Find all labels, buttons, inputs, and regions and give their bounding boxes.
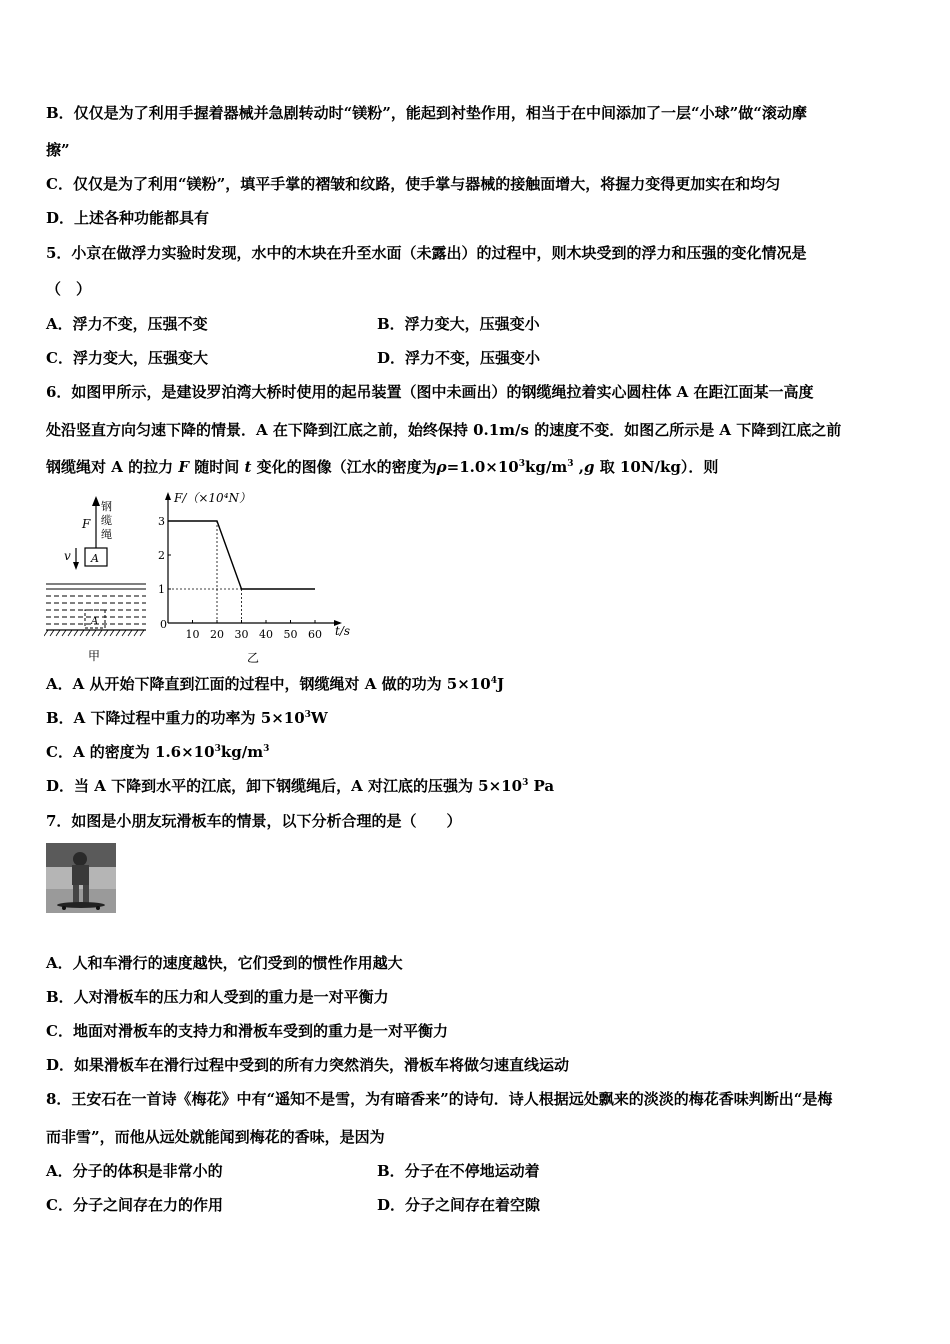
velocity-arrow-head bbox=[73, 562, 79, 570]
x-tick-label-30: 30 bbox=[234, 628, 249, 641]
q8-stem-cont: 而非雪”，而他从远处就能闻到梅花的香味，是因为 bbox=[46, 1128, 385, 1146]
velocity-label: v bbox=[64, 549, 71, 563]
q8-option-c: C．分子之间存在力的作用 bbox=[46, 1196, 223, 1214]
river-bed-hatch bbox=[44, 630, 144, 636]
q5-option-c: C．浮力变大，压强变大 bbox=[46, 349, 208, 367]
q8-option-d: D．分子之间存在着空隙 bbox=[377, 1196, 541, 1214]
x-tick-label-20: 20 bbox=[210, 628, 224, 641]
q5-stem: 5．小京在做浮力实验时发现，水中的木块在升至水面（未露出）的过程中，则木块受到的浮力和压强的变化情况是 bbox=[46, 244, 807, 262]
q6-stem: 6．如图甲所示，是建设罗泊湾大桥时使用的起吊装置（图中未画出）的钢缆绳拉着实心圆柱体 A 在距江面某一高度 bbox=[46, 383, 814, 401]
q7-stem: 7．如图是小朋友玩滑板车的情景，以下分析合理的是（ ） bbox=[46, 812, 462, 830]
y-tick-label-1: 1 bbox=[158, 583, 165, 596]
force-arrow-head bbox=[92, 496, 100, 506]
q7-option-b: B．人对滑板车的压力和人受到的重力是一对平衡力 bbox=[46, 988, 389, 1006]
q4-option-b-cont: 擦” bbox=[46, 141, 70, 159]
q6-figure bbox=[44, 490, 374, 670]
q6-option-d: D．当 A 下降到水平的江底，卸下钢缆绳后，A 对江底的压强为 $5\times 10^3$ Pa bbox=[46, 777, 555, 795]
skateboard-photo bbox=[46, 843, 116, 913]
x-tick-label-40: 40 bbox=[259, 628, 273, 641]
q5-option-b: B．浮力变大，压强变小 bbox=[377, 315, 540, 333]
series-line-F bbox=[168, 521, 315, 589]
q6-stem-cont: 处沿竖直方向匀速下降的情景．A 在下降到江底之前，始终保持 0.1m/s 的速度不变．如图乙所示是 A 下降到江底之前 bbox=[46, 421, 842, 439]
rope-label-3: 绳 bbox=[101, 528, 112, 541]
x-tick-label-60: 60 bbox=[308, 628, 322, 641]
caption-yi: 乙 bbox=[247, 651, 260, 665]
caption-jia: 甲 bbox=[88, 649, 101, 663]
q8-stem: 8．王安石在一首诗《梅花》中有“遥知不是雪，为有暗香来”的诗句．诗人根据远处飘来的淡淡的梅花香味判断出“是梅 bbox=[46, 1090, 833, 1108]
q4-option-d: D．上述各种功能都具有 bbox=[46, 209, 210, 227]
rope-label-1: 钢 bbox=[101, 500, 112, 513]
q7-option-c: C．地面对滑板车的支持力和滑板车受到的重力是一对平衡力 bbox=[46, 1022, 448, 1040]
figure-jia bbox=[44, 496, 146, 663]
q8-option-b: B．分子在不停地运动着 bbox=[377, 1162, 540, 1180]
q6-option-a: A．A 从开始下降直到江面的过程中，钢缆绳对 A 做的功为 $5\times 10^4J$ bbox=[46, 675, 505, 693]
figure-yi bbox=[158, 491, 350, 665]
q8-option-a: A．分子的体积是非常小的 bbox=[46, 1162, 223, 1180]
q4-option-b: B．仅仅是为了利用手握着器械并急剧转动时“镁粉”，能起到衬垫作用，相当于在中间添加了一层“小球”做“滚动摩 bbox=[46, 104, 807, 122]
q5-option-d: D．浮力不变，压强变小 bbox=[377, 349, 541, 367]
y-axis-arrow bbox=[165, 492, 171, 500]
q6-option-b: B．A 下降过程中重力的功率为 $5\times 10^3W$ bbox=[46, 709, 328, 727]
x-tick-label-50: 50 bbox=[283, 628, 298, 641]
block-label-lower: A bbox=[91, 616, 99, 627]
y-tick-label-3: 3 bbox=[158, 515, 165, 528]
q6-stem-cont2: 钢缆绳对 A 的拉力 F 随时间 t 变化的图像（江水的密度为$\rho=1.0\times 10^3kg/m^3$ ,g 取 10N/kg）．则 bbox=[46, 458, 719, 476]
force-label: F bbox=[82, 517, 91, 531]
q5-option-a: A．浮力不变，压强不变 bbox=[46, 315, 208, 333]
q5-stem-cont: （ ） bbox=[46, 280, 92, 298]
x-axis-label: t/s bbox=[335, 624, 351, 638]
rope-label-2: 缆 bbox=[101, 514, 112, 527]
q4-option-c: C．仅仅是为了利用“镁粉”，填平手掌的褶皱和纹路，使手掌与器械的接触面增大，将握力变得更加实在和均匀 bbox=[46, 175, 781, 193]
y-axis-label: F/（×10⁴N） bbox=[174, 491, 252, 505]
q7-option-d: D．如果滑板车在滑行过程中受到的所有力突然消失，滑板车将做匀速直线运动 bbox=[46, 1056, 570, 1074]
q7-option-a: A．人和车滑行的速度越快，它们受到的惯性作用越大 bbox=[46, 954, 403, 972]
y-ticks bbox=[158, 515, 171, 596]
guides bbox=[168, 521, 242, 623]
q6-option-c: C．A 的密度为 $1.6\times 10^3kg/m^3$ bbox=[46, 743, 270, 761]
block-label: A bbox=[91, 552, 99, 565]
y-tick-label-2: 2 bbox=[158, 549, 165, 562]
x-tick-label-10: 10 bbox=[185, 628, 200, 641]
origin-label: 0 bbox=[160, 618, 167, 631]
